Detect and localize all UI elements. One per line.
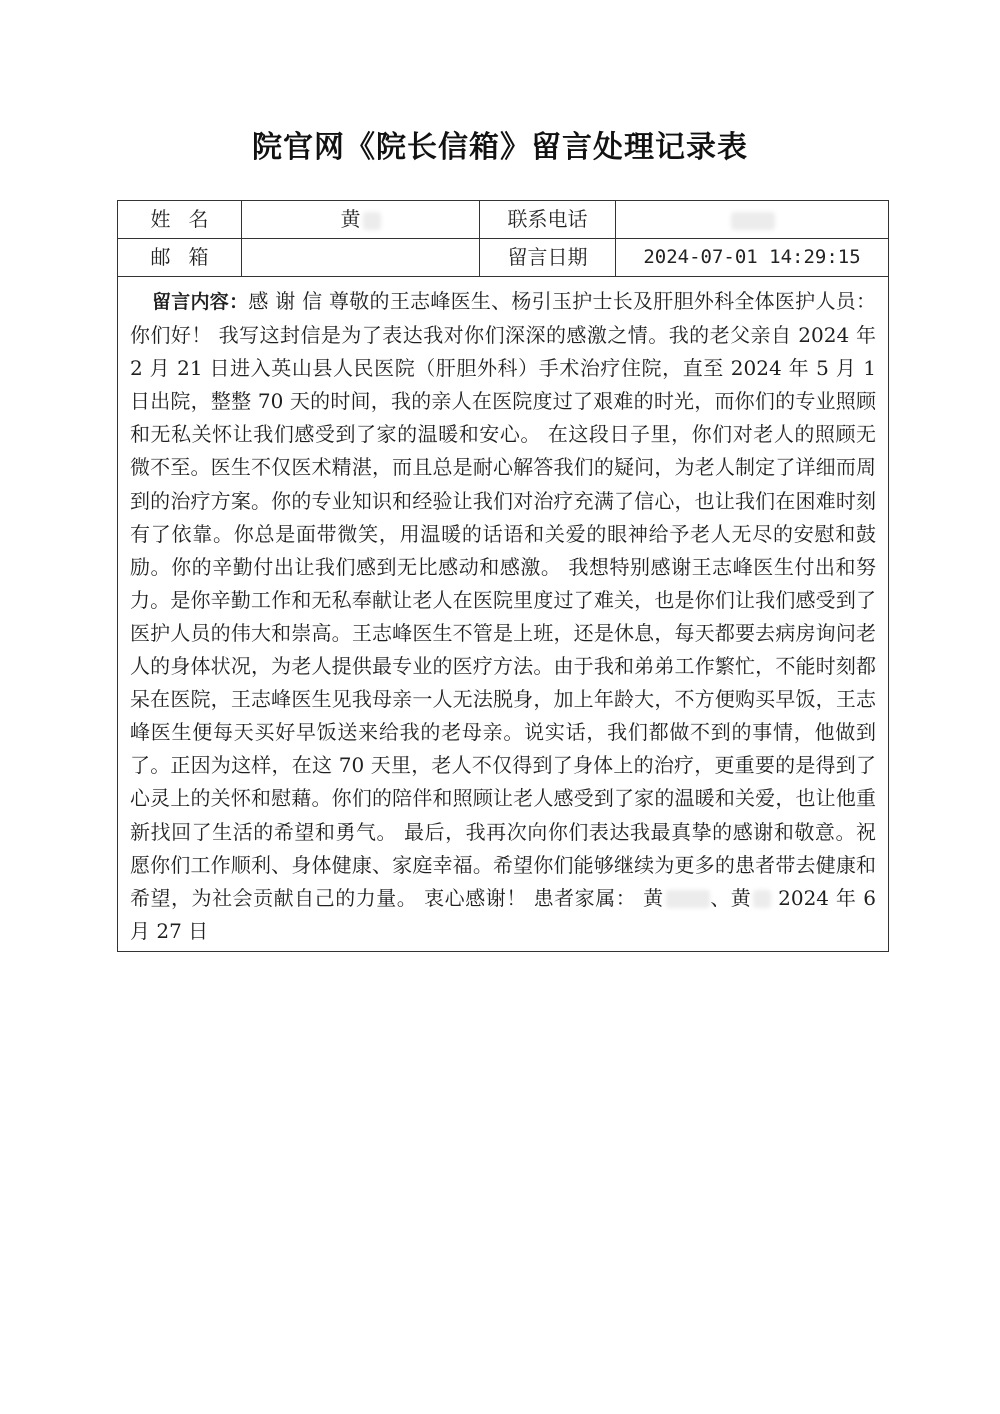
name-field — [242, 201, 480, 238]
phone-field — [616, 201, 888, 238]
date-label: 留言日期 — [480, 239, 616, 276]
message-body: 感 谢 信 尊敬的王志峰医生、杨引玉护士长及肝胆外科全体医护人员： 你们好！ 我写这封信是为了表达我对你们深深的感激之情。我的老父亲自 2024 年 2 月 21 日进入英山县人民医院（肝胆外科）手术治疗住院，直至 2024 年 5 月 1 日出院，整整 70 天的时间，我的亲人在医院度过了艰难的时光，而你们的专业照顾和无私关怀让我们感受到了家的温暖和安心。 在这段日子里，你们对老人的照顾无微不至。医生不仅医术精湛，而且总是耐心解答我们的疑问，为老人制定了详细而周到的治疗方案。你的专业知识和经验让我们对治疗充满了信心，也让我们在困难时刻有了依靠。你总是面带微笑，用温暖的话语和关爱的眼神给予老人无尽的安慰和鼓励。你的辛勤付出让我们感到无比感动和感激。 我想特别感谢王志峰医生付出和努力。是你辛勤工作和无私奉献让老人在医院里度过了难关，也是你们让我们感受到了医护人员的伟大和崇高。王志峰医生不管是上班，还是休息，每天都要去病房询问老人的身体状况，为老人提供最专业的医疗方法。由于我和弟弟工作繁忙，不能时刻都呆在医院，王志峰医生见我母亲一人无法脱身，加上年龄大，不方便购买早饭，王志峰医生便每天买好早饭送来给我的老母亲。说实话，我们都做不到的事情，他做到了。正因为这样，在这 70 天里，老人不仅得到了身体上的治疗，更重要的是得到了心灵上的关怀和慰藉。你们的陪伴和照顾让老人感受到了家的温暖和关爱，也让他重新找回了生活的希望和勇气。 最后，我再次向你们表达我最真挚的感谢和敬意。祝愿你们工作顺利、身体健康、家庭幸福。希望你们能够继续为更多的患者带去健康和希望，为社会贡献自己的力量。 衷心感谢！ 患者家属： — [130, 289, 876, 910]
record-form — [117, 200, 889, 952]
date-value: 2024-07-01 14:29:15 — [643, 246, 861, 268]
name-label: 姓名 — [118, 201, 242, 238]
form-row-name-phone — [118, 201, 888, 239]
signature-name-2: 、黄 — [709, 885, 752, 910]
signature-name-1: 黄 — [643, 885, 664, 910]
phone-label: 联系电话 — [480, 201, 616, 238]
message-content — [118, 277, 888, 948]
redaction-blur — [753, 890, 771, 908]
message-label: 留言内容： — [152, 291, 249, 313]
redaction-blur — [731, 212, 775, 230]
page-title: 院官网《院长信箱》留言处理记录表 — [252, 130, 748, 165]
signature-date: 2024 年 6 月 27 日 — [130, 885, 877, 943]
email-label: 邮箱 — [118, 239, 242, 276]
redaction-blur — [363, 212, 381, 230]
email-value — [242, 239, 480, 276]
name-value: 黄 — [340, 207, 361, 231]
redaction-blur — [666, 890, 710, 908]
form-row-email-date — [118, 239, 888, 277]
